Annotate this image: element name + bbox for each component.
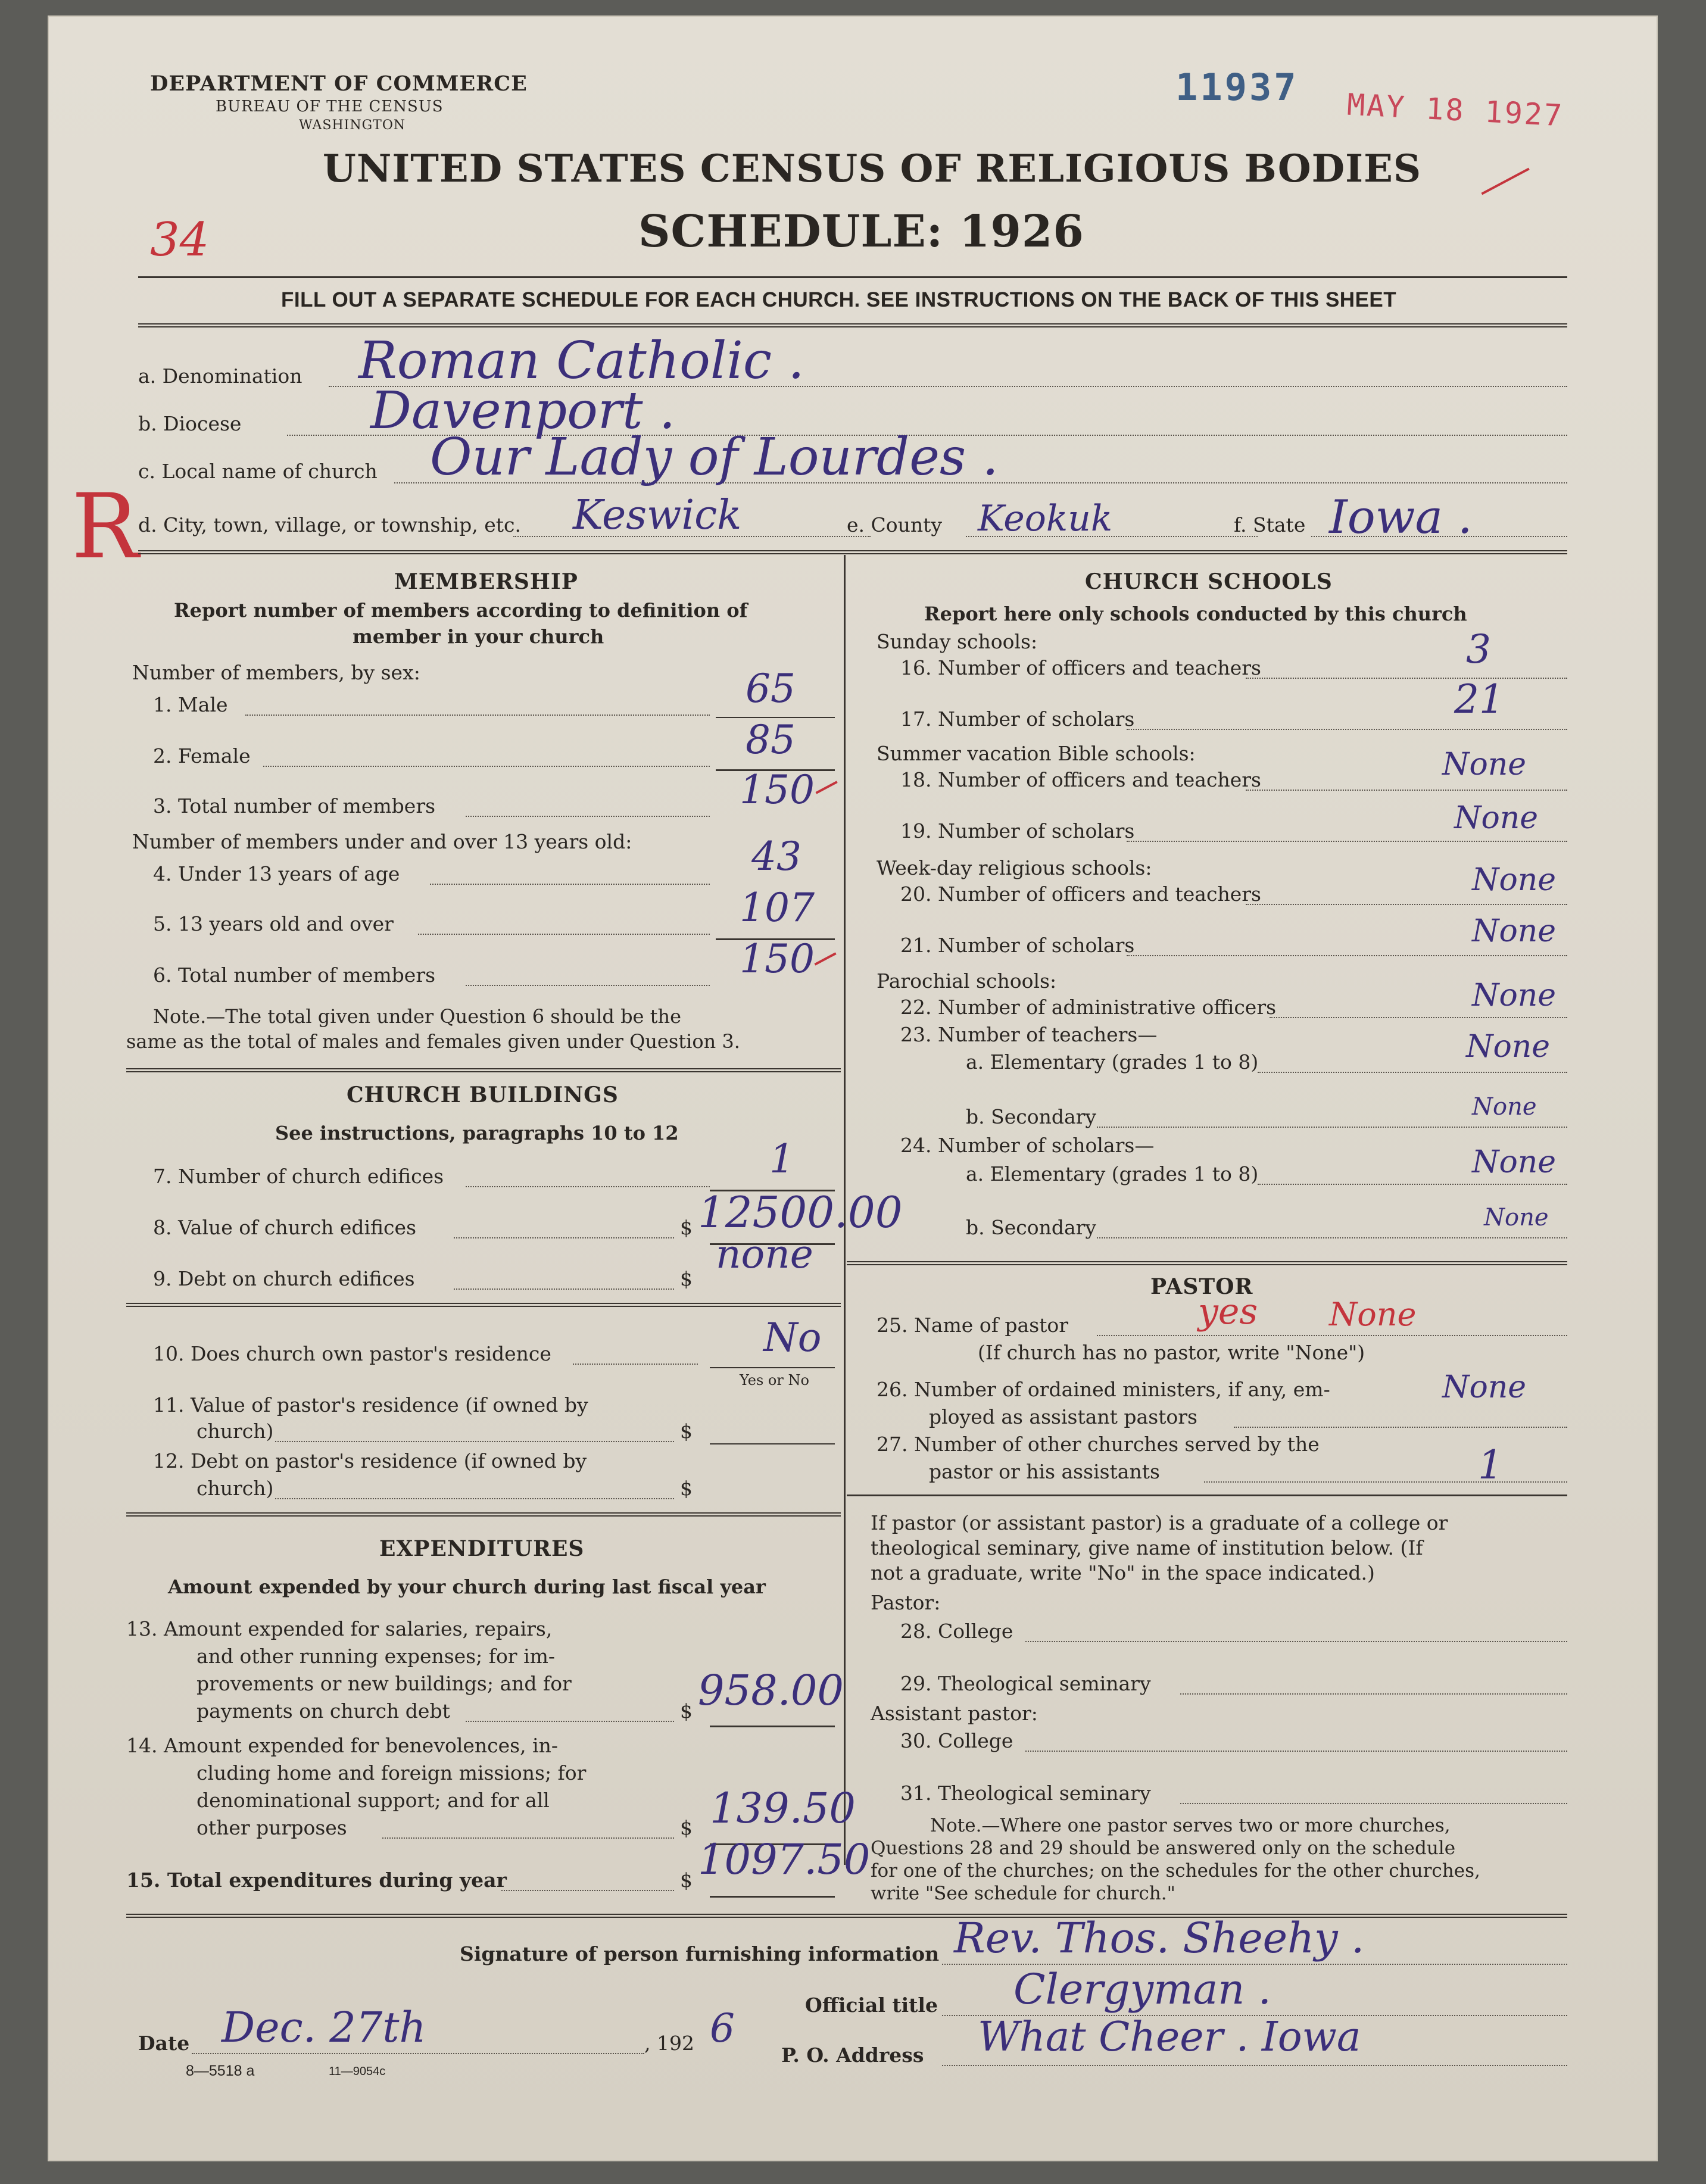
q13-amount: 958.00: [698, 1666, 844, 1715]
q25-value: None: [1329, 1296, 1417, 1333]
q13-label-line4: payments on church debt: [197, 1699, 450, 1723]
q27-value: 1: [1478, 1442, 1503, 1488]
q6-total-label: 6. Total number of members: [153, 963, 436, 987]
dotted-line: [1204, 1481, 1567, 1483]
signature-label: Signature of person furnishing information: [460, 1942, 940, 1965]
dotted-line: [1180, 1693, 1567, 1695]
answer-rule: [710, 1443, 835, 1444]
dotted-line: [1180, 1803, 1567, 1804]
pastor-heading: PASTOR: [1150, 1274, 1253, 1299]
rule: [847, 1495, 1567, 1496]
official-title-label: Official title: [805, 1993, 938, 2017]
by-age-label: Number of members under and over 13 years old:: [132, 830, 632, 853]
answer-rule: [710, 1896, 835, 1898]
dotted-line: [418, 934, 710, 935]
q17-value: 21: [1454, 676, 1504, 722]
q24a-value: None: [1472, 1144, 1557, 1180]
q26-label-line2: ployed as assistant pastors: [929, 1405, 1197, 1428]
q29-label: 29. Theological seminary: [900, 1672, 1151, 1695]
pastor-note-line2: Questions 28 and 29 should be answered only on the schedule: [871, 1837, 1456, 1859]
graduate-instruction-line2: theological seminary, give name of institution below. (If: [871, 1536, 1423, 1559]
membership-note-line2: same as the total of males and females given under Question 3.: [126, 1030, 740, 1053]
dotted-line: [245, 715, 710, 716]
membership-heading: MEMBERSHIP: [394, 569, 578, 594]
denomination-value: Roman Catholic .: [358, 331, 804, 391]
q24-label: 24. Number of scholars—: [900, 1134, 1155, 1157]
q23b-label: b. Secondary: [966, 1105, 1097, 1128]
double-rule: [138, 323, 1567, 327]
answer-rule: [710, 1726, 835, 1727]
dollar-sign: $: [680, 1419, 693, 1443]
weekday-schools-label: Week-day religious schools:: [877, 856, 1152, 879]
q24b-label: b. Secondary: [966, 1216, 1097, 1239]
q28-label: 28. College: [900, 1620, 1013, 1643]
q18-label: 18. Number of officers and teachers: [900, 768, 1261, 791]
q2-female-value: 85: [746, 717, 796, 763]
dotted-line: [1127, 729, 1567, 730]
dotted-line: [1246, 790, 1567, 791]
dotted-line: [275, 1441, 674, 1442]
parochial-schools-label: Parochial schools:: [877, 969, 1057, 993]
q21-label: 21. Number of scholars: [900, 934, 1135, 957]
census-schedule-sheet: [49, 17, 1657, 2160]
q19-label: 19. Number of scholars: [900, 819, 1135, 843]
serial-number: 11937: [1175, 65, 1299, 109]
q27-label-line2: pastor or his assistants: [929, 1460, 1160, 1483]
official-title-value: Clergyman .: [1013, 1965, 1271, 2014]
washington-heading: WASHINGTON: [299, 118, 406, 133]
q13-label-line2: and other running expenses; for im-: [197, 1645, 556, 1668]
dotted-line: [1246, 678, 1567, 679]
q2-female-label: 2. Female: [153, 744, 251, 767]
q25-value-struck: yes: [1198, 1291, 1258, 1333]
red-check-mark: [1474, 154, 1530, 195]
church-buildings-subheading: See instructions, paragraphs 10 to 12: [275, 1122, 679, 1144]
q8-value-amount: 12500.00: [698, 1187, 903, 1237]
graduate-instruction-line3: not a graduate, write "No" in the space indicated.): [871, 1561, 1375, 1584]
membership-intro-line2: member in your church: [353, 625, 604, 648]
q22-value: None: [1472, 978, 1557, 1013]
church-schools-heading: CHURCH SCHOOLS: [1085, 569, 1333, 594]
fill-out-instruction: FILL OUT A SEPARATE SCHEDULE FOR EACH CHURCH. SEE INSTRUCTIONS ON THE BACK OF THIS SHEET: [281, 288, 1397, 311]
date-year-prefix: , 192: [644, 2032, 694, 2055]
q3-total-label: 3. Total number of members: [153, 794, 436, 818]
q14-label-line1: 14. Amount expended for benevolences, in-: [126, 1734, 559, 1757]
dotted-line: [466, 1186, 710, 1187]
county-value: Keokuk: [978, 498, 1113, 539]
dollar-sign: $: [680, 1477, 693, 1500]
q14-label-line3: denominational support; and for all: [197, 1789, 550, 1812]
department-heading: DEPARTMENT OF COMMERCE: [150, 71, 528, 96]
state-value: Iowa .: [1329, 491, 1473, 544]
q23a-value: None: [1466, 1029, 1551, 1065]
q13-label-line3: provements or new buildings; and for: [197, 1672, 572, 1695]
po-address-label: P. O. Address: [781, 2043, 924, 2067]
answer-rule: [710, 1367, 835, 1368]
dotted-line: [1025, 1751, 1567, 1752]
q15-amount: 1097.50: [698, 1835, 871, 1884]
expenditures-subheading: Amount expended by your church during last fiscal year: [168, 1575, 766, 1598]
q5-over13-value: 107: [740, 885, 815, 931]
dotted-line: [942, 2065, 1567, 2066]
dotted-line: [501, 1890, 674, 1891]
q26-value: None: [1442, 1369, 1527, 1405]
q15-label: 15. Total expenditures during year: [126, 1868, 507, 1892]
county-label: e. County: [847, 513, 943, 536]
q26-label-line1: 26. Number of ordained ministers, if any, em-: [877, 1378, 1330, 1401]
q31-label: 31. Theological seminary: [900, 1781, 1151, 1805]
dotted-line: [382, 1837, 674, 1839]
q1-male-label: 1. Male: [153, 693, 228, 716]
dotted-line: [1246, 904, 1567, 905]
po-address-value: What Cheer . Iowa: [978, 2014, 1361, 2061]
q14-amount: 139.50: [710, 1784, 856, 1833]
diocese-label: b. Diocese: [138, 412, 242, 435]
q1-male-value: 65: [746, 666, 796, 712]
received-date-stamp: MAY 18 1927: [1346, 87, 1565, 133]
dotted-line: [1097, 1237, 1567, 1238]
q27-label-line1: 27. Number of other churches served by the: [877, 1433, 1320, 1456]
q7-edifices-label: 7. Number of church edifices: [153, 1165, 444, 1188]
pastor-note-line1: Note.—Where one pastor serves two or more churches,: [930, 1815, 1451, 1836]
q9-debt-value: none: [716, 1231, 813, 1277]
dotted-line: [466, 985, 710, 986]
signature-value: Rev. Thos. Sheehy .: [954, 1914, 1365, 1963]
q25-label: 25. Name of pastor: [877, 1313, 1069, 1337]
dotted-line: [1097, 1335, 1567, 1336]
dotted-line: [1258, 1184, 1567, 1185]
dollar-sign: $: [680, 1868, 693, 1892]
q21-value: None: [1472, 913, 1557, 949]
dollar-sign: $: [680, 1267, 693, 1290]
double-rule: [126, 1303, 841, 1307]
dotted-line: [1025, 1641, 1567, 1642]
q4-under13-value: 43: [751, 834, 801, 879]
dollar-sign: $: [680, 1816, 693, 1839]
q11-label-line2: church): [197, 1419, 274, 1443]
dotted-line: [454, 1237, 674, 1238]
city-value: Keswick: [573, 492, 742, 539]
graduate-instruction-line1: If pastor (or assistant pastor) is a graduate of a college or: [871, 1511, 1448, 1534]
q30-label: 30. College: [900, 1729, 1013, 1752]
q11-label-line1: 11. Value of pastor's residence (if owned by: [153, 1393, 588, 1417]
double-rule: [847, 1261, 1567, 1265]
q6-total-value: 150: [740, 936, 815, 982]
summer-schools-label: Summer vacation Bible schools:: [877, 742, 1196, 765]
q24a-label: a. Elementary (grades 1 to 8): [966, 1162, 1259, 1185]
double-rule: [126, 1068, 841, 1072]
dotted-line: [275, 1498, 674, 1499]
q23a-label: a. Elementary (grades 1 to 8): [966, 1050, 1259, 1074]
rule: [138, 276, 1567, 278]
q24b-value: None: [1484, 1204, 1549, 1231]
q19-value: None: [1454, 800, 1539, 836]
margin-mark: 34: [150, 213, 210, 267]
membership-note-line1: Note.—The total given under Question 6 should be the: [153, 1005, 682, 1028]
yes-or-no-hint: Yes or No: [740, 1372, 809, 1389]
q14-label-line2: cluding home and foreign missions; for: [197, 1761, 587, 1784]
q10-residence-label: 10. Does church own pastor's residence: [153, 1342, 551, 1365]
expenditures-heading: EXPENDITURES: [379, 1536, 585, 1561]
bureau-heading: BUREAU OF THE CENSUS: [216, 98, 444, 116]
form-title: UNITED STATES CENSUS OF RELIGIOUS BODIES: [323, 146, 1422, 191]
q10-residence-value: No: [763, 1315, 822, 1361]
q23b-value: None: [1472, 1093, 1537, 1121]
dotted-line: [192, 2053, 644, 2054]
denomination-label: a. Denomination: [138, 364, 302, 388]
dollar-sign: $: [680, 1699, 693, 1723]
q18-value: None: [1442, 747, 1527, 782]
q25-note: (If church has no pastor, write "None"): [978, 1341, 1365, 1364]
assistant-pastor-sublabel: Assistant pastor:: [871, 1702, 1038, 1725]
q5-over13-label: 5. 13 years old and over: [153, 912, 394, 935]
double-rule: [126, 1512, 841, 1517]
margin-initial: R: [71, 475, 139, 579]
diocese-value: Davenport .: [370, 381, 676, 441]
q17-label: 17. Number of scholars: [900, 707, 1135, 731]
q4-under13-label: 4. Under 13 years of age: [153, 862, 400, 885]
dotted-line: [1270, 1017, 1567, 1018]
double-rule: [138, 550, 1567, 554]
dotted-line: [1127, 841, 1567, 842]
local-name-value: Our Lady of Lourdes .: [430, 428, 999, 487]
q23-label: 23. Number of teachers—: [900, 1023, 1158, 1046]
date-label: Date: [138, 2032, 190, 2055]
pastor-sublabel: Pastor:: [871, 1591, 941, 1614]
sunday-schools-label: Sunday schools:: [877, 630, 1038, 653]
dotted-line: [466, 1721, 674, 1722]
q16-label: 16. Number of officers and teachers: [900, 656, 1261, 679]
dotted-line: [263, 766, 710, 767]
dotted-line: [1097, 1127, 1567, 1128]
q20-label: 20. Number of officers and teachers: [900, 882, 1261, 906]
dotted-line: [573, 1364, 698, 1365]
form-number: 8—5518 a: [186, 2063, 255, 2079]
dotted-line: [1258, 1072, 1567, 1073]
dotted-line: [466, 816, 710, 817]
q20-value: None: [1472, 862, 1557, 898]
q14-label-line4: other purposes: [197, 1816, 347, 1839]
membership-intro-line1: Report number of members according to definition of: [174, 599, 748, 622]
dotted-line: [1127, 955, 1567, 956]
dotted-line: [430, 884, 710, 885]
date-value: Dec. 27th: [222, 2003, 426, 2052]
q12-label-line1: 12. Debt on pastor's residence (if owned by: [153, 1449, 587, 1472]
dollar-sign: $: [680, 1216, 693, 1239]
state-label: f. State: [1234, 513, 1306, 536]
schedule-title: SCHEDULE: 1926: [638, 206, 1084, 257]
by-sex-label: Number of members, by sex:: [132, 661, 420, 684]
q12-label-line2: church): [197, 1477, 274, 1500]
pastor-note-line4: write "See schedule for church.": [871, 1883, 1175, 1904]
church-buildings-heading: CHURCH BUILDINGS: [347, 1082, 619, 1107]
q8-value-label: 8. Value of church edifices: [153, 1216, 417, 1239]
pastor-note-line3: for one of the churches; on the schedules for the other churches,: [871, 1860, 1480, 1882]
q7-edifices-value: 1: [769, 1136, 794, 1182]
q16-value: 3: [1466, 626, 1491, 672]
q3-total-value: 150: [740, 767, 815, 813]
dotted-line: [454, 1288, 674, 1290]
q9-debt-label: 9. Debt on church edifices: [153, 1267, 415, 1290]
dotted-line: [1234, 1427, 1567, 1428]
q13-label-line1: 13. Amount expended for salaries, repairs,: [126, 1617, 553, 1640]
local-name-label: c. Local name of church: [138, 460, 378, 483]
q22-label: 22. Number of administrative officers: [900, 996, 1277, 1019]
church-schools-subheading: Report here only schools conducted by this church: [924, 603, 1467, 625]
print-number: 11—9054c: [329, 2065, 386, 2078]
date-year-digit: 6: [710, 2005, 735, 2051]
city-label: d. City, town, village, or township, etc.: [138, 513, 522, 536]
